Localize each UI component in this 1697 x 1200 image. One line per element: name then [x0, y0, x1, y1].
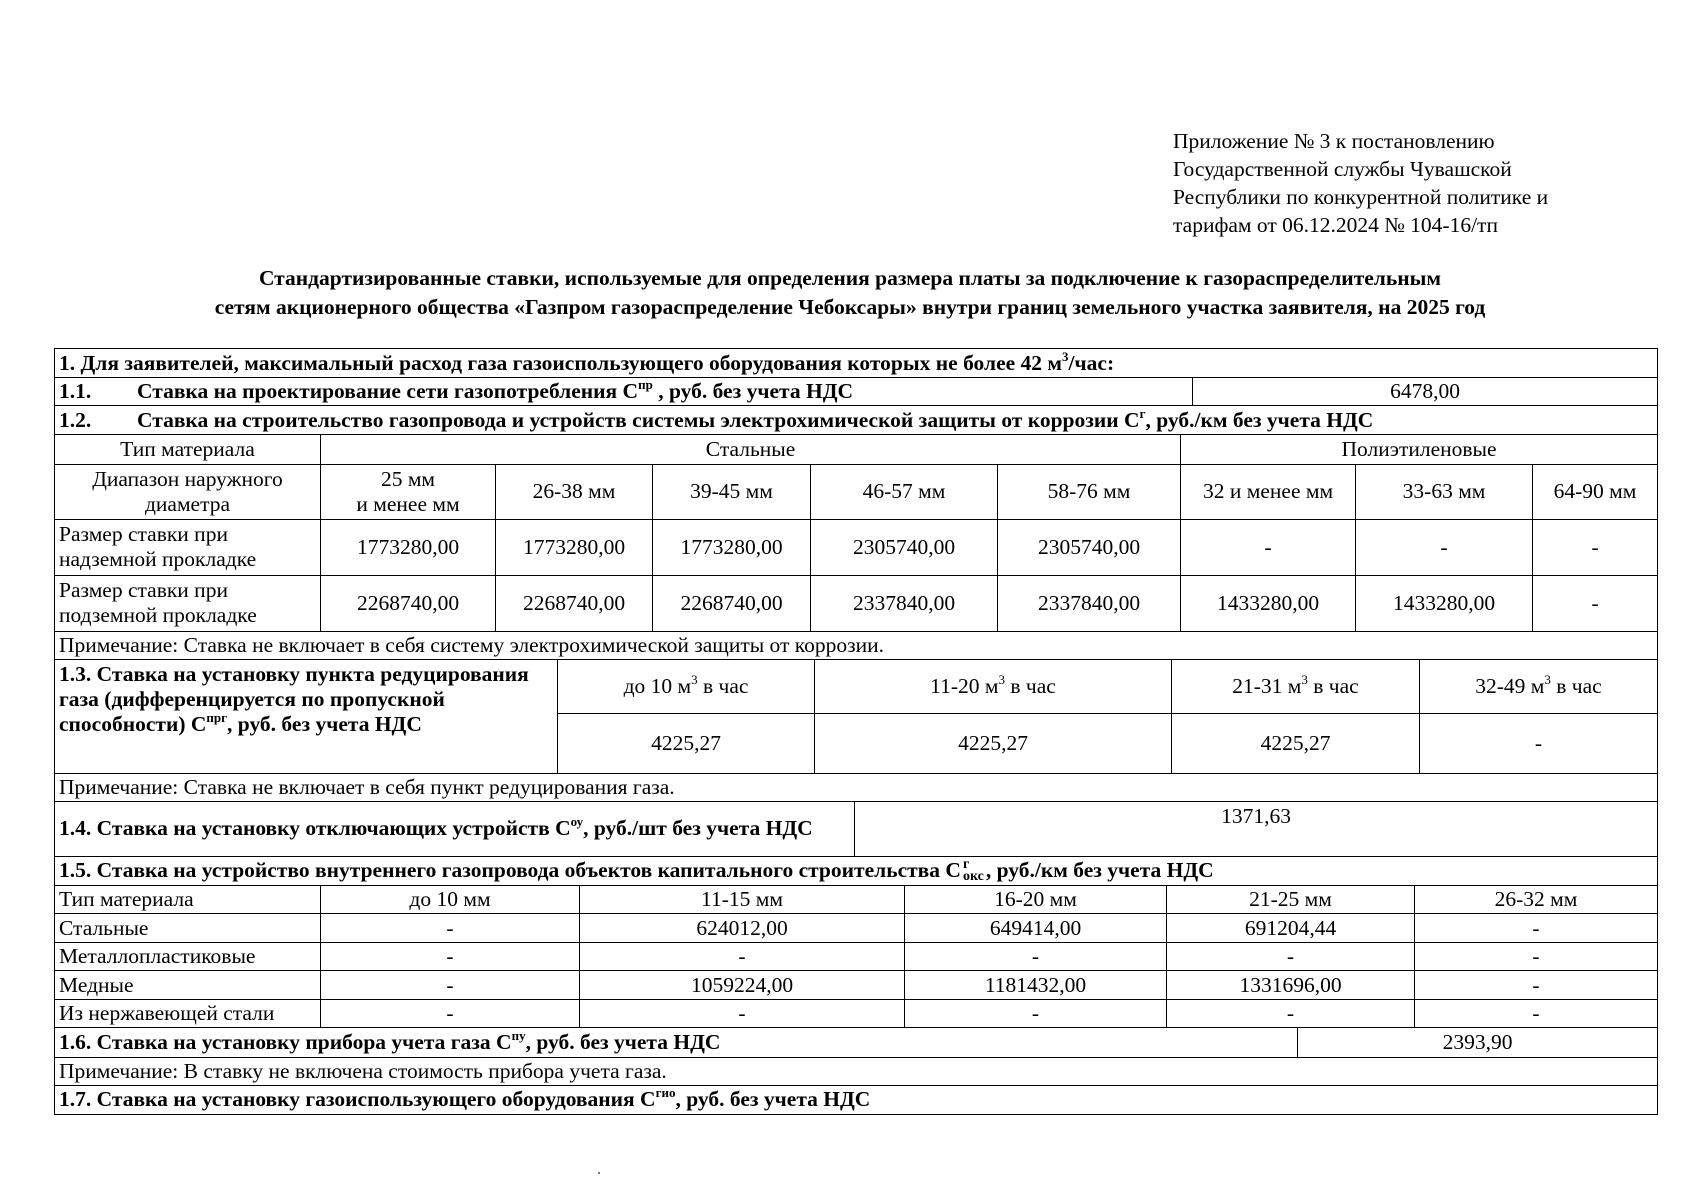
- rate-cell: 1059224,00: [580, 971, 905, 1000]
- row-label: Стальные: [55, 914, 321, 943]
- capacity-col-2: 11-20 $м^3$ в час: [815, 660, 1172, 714]
- title-line-1: Стандартизированные ставки, используемые для определения размера платы за подключение к газораспределительным: [258, 266, 1442, 290]
- col-header: до 10 мм: [321, 886, 580, 914]
- diameter-label: Диапазон наружного диаметра: [55, 464, 321, 519]
- diameter-col-2: 26-38 мм: [496, 464, 653, 519]
- rate-cell: 2337840,00: [998, 575, 1181, 631]
- row-label: Медные: [55, 971, 321, 1000]
- rate-cell: -: [1415, 1000, 1658, 1028]
- diameter-col-7: 33-63 мм: [1356, 464, 1533, 519]
- table-row: [55, 971, 1658, 1000]
- document-title: [50, 264, 1650, 322]
- capacity-col-4: 32-49 $м^3$ в час: [1420, 660, 1658, 714]
- appendix-line: тарифам от 06.12.2024 № 104-16/тп: [1173, 213, 1498, 237]
- col-header: 26-32 мм: [1415, 886, 1658, 914]
- table-row: [55, 575, 1658, 631]
- section-1-table: [54, 348, 1658, 435]
- row-label: Размер ставки при подземной прокладке: [55, 575, 321, 631]
- table-row: [55, 519, 1658, 575]
- rate-cell: 2337840,00: [811, 575, 998, 631]
- row-1-1-value: 6478,00: [1193, 378, 1658, 406]
- section-1-3-table: [54, 660, 1658, 803]
- rate-cell: 1433280,00: [1356, 575, 1533, 631]
- diameter-col-6: 32 и менее мм: [1181, 464, 1356, 519]
- rate-cell: -: [1415, 914, 1658, 943]
- rate-cell: 624012,00: [580, 914, 905, 943]
- rate-cell: -: [1167, 1000, 1415, 1028]
- diameter-col-3: 39-45 мм: [653, 464, 811, 519]
- appendix-line: Государственной службы Чувашской: [1173, 157, 1512, 181]
- title-line-2: сетям акционерного общества «Газпром газораспределение Чебоксары» внутри границ земельного участка заявителя, на 2025 год: [214, 295, 1486, 319]
- rate-cell: 1433280,00: [1181, 575, 1356, 631]
- diameter-col-4: 46-57 мм: [811, 464, 998, 519]
- rate-cell: -: [321, 943, 580, 971]
- rate-cell: -: [1533, 519, 1658, 575]
- row-1-7-label: 1.7. Ставка на установку газоиспользующего оборудования $С^{гио}$, руб. без учета НДС: [55, 1085, 1658, 1114]
- rate-cell: -: [1415, 971, 1658, 1000]
- material-type-label: Тип материала: [55, 435, 321, 464]
- rate-cell: -: [1533, 575, 1658, 631]
- rates-table: [54, 348, 1658, 1115]
- rate-cell: 1773280,00: [321, 519, 496, 575]
- rate-cell: -: [1356, 519, 1533, 575]
- section-1-2-table: [54, 435, 1658, 660]
- rate-cell: 1331696,00: [1167, 971, 1415, 1000]
- rate-cell: 2268740,00: [496, 575, 653, 631]
- rate-cell: 1181432,00: [905, 971, 1167, 1000]
- row-1-1-label: 1.1. Ставка на проектирование сети газопотребления $С^{пр}$ , руб. без учета НДС: [55, 378, 1193, 406]
- section-1-5-table: [54, 857, 1658, 1029]
- rate-cell: 4225,27: [815, 714, 1172, 774]
- note-1-3: Примечание: Ставка не включает в себя пункт редуцирования газа.: [55, 774, 1658, 802]
- appendix-block: [1173, 127, 1548, 239]
- rate-cell: -: [321, 971, 580, 1000]
- rate-cell: -: [580, 1000, 905, 1028]
- rate-cell: 4225,27: [1172, 714, 1420, 774]
- steel-header: Стальные: [321, 435, 1181, 464]
- row-1-4-label: 1.4. Ставка на установку отключающих устройств $С^{оу}$, руб./шт без учета НДС: [55, 802, 855, 856]
- diameter-col-1: 25 мм и менее мм: [321, 464, 496, 519]
- appendix-line: Республики по конкурентной политике и: [1173, 185, 1549, 209]
- row-1-2-header: 1.2. Ставка на строительство газопровода и устройств системы электрохимической защиты от коррозии $С^г$, руб./км без учета НДС: [55, 406, 1658, 435]
- rate-cell: 4225,27: [558, 714, 815, 774]
- row-label: Из нержавеющей стали: [55, 1000, 321, 1028]
- rate-cell: -: [905, 943, 1167, 971]
- rate-cell: 649414,00: [905, 914, 1167, 943]
- diameter-col-8: 64-90 мм: [1533, 464, 1658, 519]
- rate-cell: -: [321, 1000, 580, 1028]
- polyethylene-header: Полиэтиленовые: [1181, 435, 1658, 464]
- col-header: 11-15 мм: [580, 886, 905, 914]
- col-header: 21-25 мм: [1167, 886, 1415, 914]
- rate-cell: 691204,44: [1167, 914, 1415, 943]
- row-1-6-value: 2393,90: [1298, 1028, 1658, 1057]
- rate-cell: -: [905, 1000, 1167, 1028]
- rate-cell: -: [1167, 943, 1415, 971]
- rate-cell: -: [1181, 519, 1356, 575]
- col-header: 16-20 мм: [905, 886, 1167, 914]
- row-label: Металлопластиковые: [55, 943, 321, 971]
- rate-cell: 1773280,00: [496, 519, 653, 575]
- row-1-3-label: 1.3. Ставка на установку пункта редуцирования газа (дифференцируется по пропускной способности) $С^{прг}$, руб. без учета НДС: [55, 660, 558, 774]
- table-row: [55, 1000, 1658, 1028]
- rate-cell: -: [1415, 943, 1658, 971]
- diameter-col-5: 58-76 мм: [998, 464, 1181, 519]
- row-1-6-label: 1.6. Ставка на установку прибора учета газа $С^{пу}$, руб. без учета НДС: [55, 1028, 1298, 1057]
- section-1-6-table: [54, 1028, 1658, 1115]
- rate-cell: -: [1420, 714, 1658, 774]
- rate-cell: 2305740,00: [998, 519, 1181, 575]
- capacity-col-1: до 10 $м^3$ в час: [558, 660, 815, 714]
- row-1-5-header: 1.5. Ставка на устройство внутреннего газопровода объектов капитального строительства С г окс , руб./км без учета НДС: [55, 857, 1658, 886]
- section-1-header: 1. Для заявителей, максимальный расход газа газоиспользующего оборудования которых не более 42 $м^3$/час:: [55, 349, 1658, 378]
- section-1-4-table: [54, 802, 1658, 857]
- appendix-line: Приложение № 3 к постановлению: [1173, 129, 1495, 153]
- rate-cell: 2305740,00: [811, 519, 998, 575]
- rate-cell: -: [321, 914, 580, 943]
- table-row: [55, 943, 1658, 971]
- rate-cell: -: [580, 943, 905, 971]
- note-1-2: Примечание: Ставка не включает в себя систему электрохимической защиты от коррозии.: [55, 631, 1658, 659]
- rate-cell: 2268740,00: [653, 575, 811, 631]
- table-row: [55, 914, 1658, 943]
- rate-cell: 1773280,00: [653, 519, 811, 575]
- row-label: Размер ставки при надземной прокладке: [55, 519, 321, 575]
- scan-speck: [598, 1172, 600, 1174]
- note-1-6: Примечание: В ставку не включена стоимость прибора учета газа.: [55, 1057, 1658, 1085]
- capacity-col-3: 21-31 $м^3$ в час: [1172, 660, 1420, 714]
- row-1-4-value: 1371,63: [855, 802, 1658, 856]
- rate-cell: 2268740,00: [321, 575, 496, 631]
- col-header: Тип материала: [55, 886, 321, 914]
